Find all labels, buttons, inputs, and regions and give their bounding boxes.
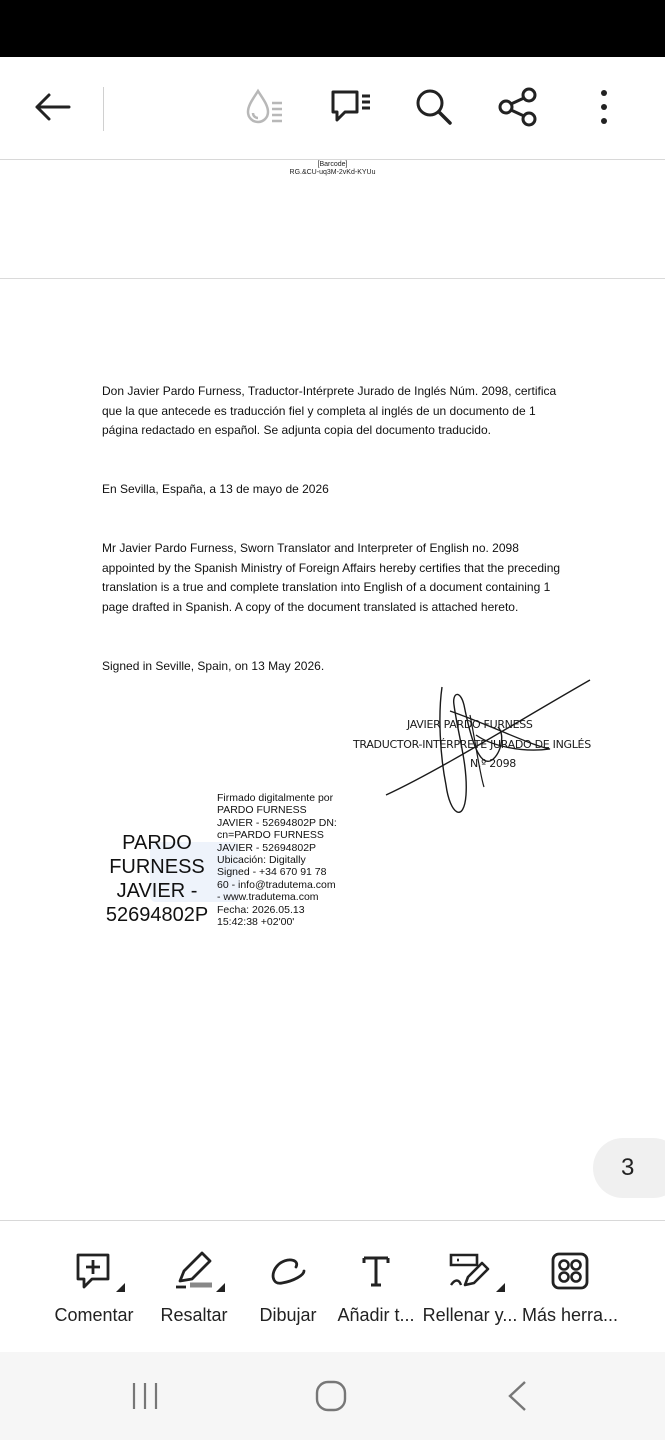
bottom-tools-bar bbox=[0, 1220, 665, 1352]
tool-comment[interactable] bbox=[44, 1249, 144, 1326]
liquid-mode-icon[interactable] bbox=[240, 83, 288, 131]
top-toolbar bbox=[0, 57, 665, 160]
tool-label: Dibujar bbox=[259, 1305, 317, 1325]
stamp-name: JAVIER PARDO FURNESS bbox=[407, 718, 533, 731]
status-bar bbox=[0, 0, 665, 57]
digital-signature-name: PARDO FURNESS JAVIER - 52694802P bbox=[105, 832, 209, 926]
draw-icon bbox=[266, 1253, 310, 1289]
page-number-indicator[interactable]: 3 bbox=[593, 1138, 665, 1198]
stamp-title: TRADUCTOR-INTÉRPRETE JURADO DE INGLÉS bbox=[353, 738, 591, 751]
back-nav-icon[interactable] bbox=[487, 1374, 547, 1418]
certificate-text-en: Mr Javier Pardo Furness, Sworn Translator and Interpreter of English no. 2098 appointed by the Spanish Ministry of Foreign Affairs hereby certifies that the preceding translation is a true and complete translation into English of a document containing 1 page drafted in Spanish. A copy of the document translated is attached hereto. bbox=[102, 541, 561, 614]
toolbar-divider bbox=[103, 87, 104, 131]
handwritten-signature bbox=[380, 675, 595, 825]
tool-highlight[interactable] bbox=[144, 1249, 244, 1326]
more-tools-icon bbox=[550, 1251, 590, 1291]
tool-fill-sign[interactable] bbox=[420, 1249, 520, 1326]
tool-label: Más herra... bbox=[521, 1305, 619, 1325]
tool-add-text[interactable] bbox=[326, 1249, 426, 1326]
tool-label: Rellenar y... bbox=[422, 1305, 518, 1325]
more-options-icon[interactable] bbox=[580, 83, 628, 131]
comment-add-icon bbox=[74, 1251, 114, 1291]
fill-sign-icon bbox=[447, 1251, 493, 1291]
comments-icon[interactable] bbox=[326, 83, 374, 131]
barcode-label: [Barcode] bbox=[317, 161, 348, 168]
certificate-text-es: Don Javier Pardo Furness, Traductor-Intérprete Jurado de Inglés Núm. 2098, certifica que la que antecede es traducción fiel y completa al inglés de un documento de 1 página redactado en español. Se adjunta copia del documento traducido. bbox=[102, 384, 557, 437]
tool-label: Comentar bbox=[54, 1305, 134, 1325]
share-icon[interactable] bbox=[494, 83, 542, 131]
back-arrow-icon[interactable] bbox=[28, 83, 76, 131]
barcode-code: RG.&CU-uq3M-2vKd-KYUu bbox=[289, 169, 376, 176]
digital-signature-details: Firmado digitalmente por PARDO FURNESS JAVIER - 52694802P DN: cn=PARDO FURNESS JAVIER - 52694802P Ubicación: Digitally Signed - +34 670 91 78 60 - info@tradutema.com - www.tradutema.com Fecha: 2026.05.13 15:42:38 +02'00' bbox=[217, 792, 337, 929]
stamp-number: N.º 2098 bbox=[470, 757, 516, 770]
tool-more[interactable] bbox=[520, 1249, 620, 1326]
previous-page-footer bbox=[0, 160, 665, 279]
search-icon[interactable] bbox=[410, 83, 458, 131]
place-date-es: En Sevilla, España, a 13 de mayo de 2026 bbox=[102, 482, 329, 496]
highlighter-icon bbox=[172, 1251, 216, 1291]
recent-apps-icon[interactable] bbox=[115, 1374, 175, 1418]
home-icon[interactable] bbox=[301, 1374, 361, 1418]
text-icon bbox=[361, 1254, 391, 1288]
tool-draw[interactable] bbox=[238, 1249, 338, 1326]
tool-label: Resaltar bbox=[160, 1305, 228, 1325]
document-page[interactable] bbox=[0, 280, 665, 1220]
system-navigation-bar bbox=[0, 1352, 665, 1440]
tool-label: Añadir t... bbox=[337, 1305, 415, 1325]
place-date-en: Signed in Seville, Spain, on 13 May 2026. bbox=[102, 659, 325, 673]
